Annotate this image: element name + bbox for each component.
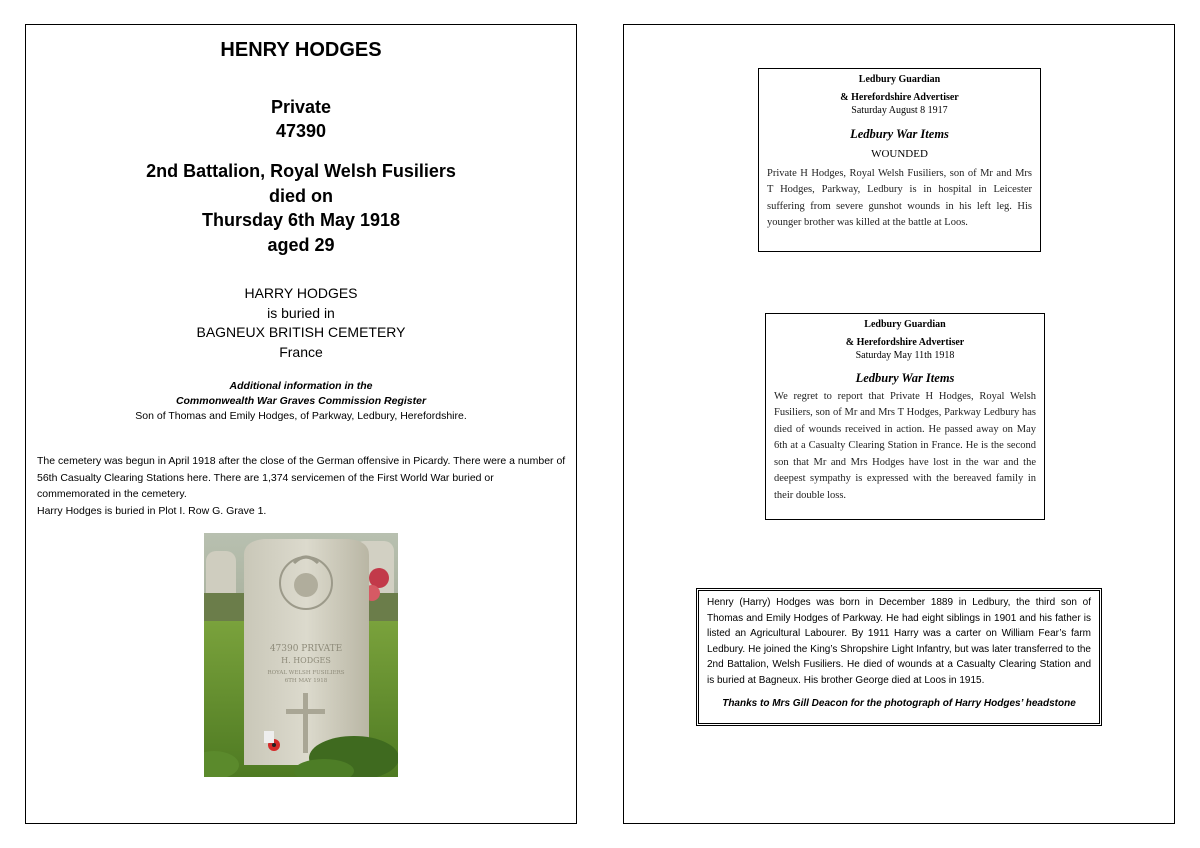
news-title: Ledbury War Items [855,370,955,385]
paper-name-line-1: Ledbury Guardian [858,74,941,85]
cwgc-heading-1: Additional information in the [229,380,373,392]
headstone-line-4: 6TH MAY 1918 [284,678,328,684]
headstone-line-2: H. HODGES [281,656,331,665]
news-title: Ledbury War Items [850,126,949,141]
paper-name-line-1: Ledbury Guardian [864,319,946,330]
unit-block [26,159,576,257]
cwgc-block [26,379,576,424]
photo-credit: Thanks to Mrs Gill Deacon for the photograph of Harry Hodges’ headstone [722,698,1076,709]
cwgc-heading-2: Commonwealth War Graves Commission Register [175,395,427,407]
headstone-photo [204,533,398,777]
paper-date: Saturday May 11th 1918 [855,350,955,361]
rank-block [26,95,576,143]
unit: 2nd Battalion, Royal Welsh Fusiliers [146,161,456,181]
death-date: Thursday 6th May 1918 [201,210,401,230]
burial-block [26,284,576,362]
news-body: Private H Hodges, Royal Welsh Fusiliers, son of Mr and Mrs T Hodges, Parkway, Ledbury is in hospital in Leicester suffering from severe gunshot wounds in his left leg. His younger brother was killed at the battle at Loos. [767,167,1032,228]
soldier-name-title: HENRY HODGES [220,39,382,61]
buried-name: HARRY HODGES [244,285,358,301]
headstone-photo-image [204,533,398,777]
rank: Private [270,97,332,117]
buried-in-label: is buried in [267,304,335,321]
news-subtitle: WOUNDED [871,147,928,160]
paper-name-line-2: & Herefordshire Advertiser [840,91,959,103]
biography-box [696,588,1102,726]
died-on-label: died on [269,185,333,206]
news-body: We regret to report that Private H Hodges, Royal Welsh Fusiliers, son of Mr and Mrs T Hodges, Parkway Ledbury has died of wounds received in action. He passed away on May 6th at a Casualty Clearing Station in France. He is the second son that Mr and Mrs Hodges have lost in the war and the deepest sympathy is expressed with the bereaved family in their double loss. [774,390,1036,501]
headstone-line-1: 47390 PRIVATE [269,644,343,654]
cwgc-text: Son of Thomas and Emily Hodges, of Parkway, Ledbury, Herefordshire. [135,410,467,422]
newspaper-clipping-1918 [765,313,1045,520]
country: France [279,343,323,360]
age: aged 29 [267,234,335,255]
cemetery-name: BAGNEUX BRITISH CEMETERY [196,324,406,340]
biography-text: Henry (Harry) Hodges was born in December 1889 in Ledbury, the third son of Thomas and Emily Hodges of Parkway. He had eight siblings in 1901 and his father is listed an Agricultural Labourer. By 1911 Harry was a carter on William Fear’s farm Ledbury. He joined the King’s Shropshire Light Infantry, but was later transferred to the 2nd Battalion, Welsh Fusiliers. He died of wounds at a Casualty Clearing Station and is buried at Bagneux. His brother George died at Loos in 1915. [707,597,1091,686]
right-page [623,24,1175,824]
headstone-line-3: ROYAL WELSH FUSILIERS [267,670,345,676]
cemetery-info-text: The cemetery was begun in April 1918 after the close of the German offensive in Picardy. There were a number of 56th Casualty Clearing Stations here. There are 1,374 servicemen of the First World War buried or commemorated in the cemetery. [37,455,566,500]
cemetery-info [37,453,569,519]
newspaper-clipping-1917 [758,68,1041,252]
service-number: 47390 [275,121,327,141]
paper-name-line-2: & Herefordshire Advertiser [845,336,965,348]
left-page [25,24,577,824]
paper-date: Saturday August 8 1917 [851,105,948,116]
plot-info: Harry Hodges is buried in Plot I. Row G. Grave 1. [37,504,267,517]
